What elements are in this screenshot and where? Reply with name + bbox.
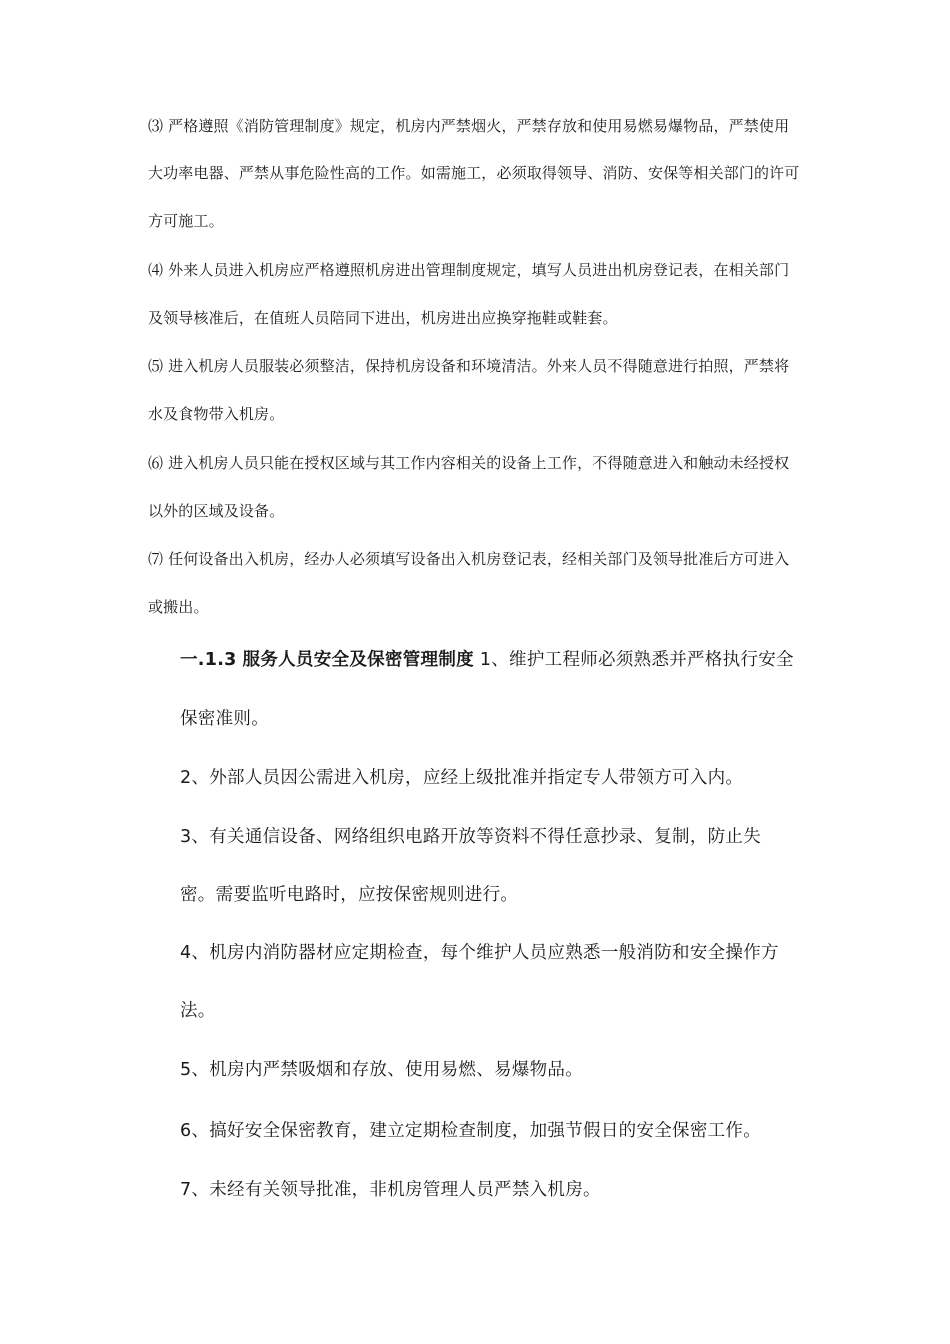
paragraph-line: ⑺ 任何设备出入机房，经办人必须填写设备出入机房登记表，经相关部门及领导批准后方可进入 <box>148 550 790 568</box>
paragraph-line: 6、搞好安全保密教育，建立定期检查制度，加强节假日的安全保密工作。 <box>180 1121 762 1141</box>
section-title: 服务人员安全及保密管理制度 <box>242 650 474 670</box>
paragraph-line: 或搬出。 <box>148 598 209 616</box>
paragraph-line: 及领导核准后，在值班人员陪同下进出，机房进出应换穿拖鞋或鞋套。 <box>148 309 618 327</box>
paragraph-line: 4、机房内消防器材应定期检查，每个维护人员应熟悉一般消防和安全操作方 <box>180 943 779 963</box>
paragraph-line: 7、未经有关领导批准，非机房管理人员严禁入机房。 <box>180 1180 601 1200</box>
paragraph-line: 大功率电器、严禁从事危险性高的工作。如需施工，必须取得领导、消防、安保等相关部门的许可 <box>148 164 800 182</box>
section-number: 一.1.3 <box>180 650 237 670</box>
heading-line <box>180 647 794 673</box>
paragraph-line: 密。需要监听电路时，应按保密规则进行。 <box>180 885 519 905</box>
paragraph-line: 方可施工。 <box>148 212 224 230</box>
paragraph-line: ⑹ 进入机房人员只能在授权区域与其工作内容相关的设备上工作，不得随意进入和触动未经授权 <box>148 454 790 472</box>
paragraph-line: 2、外部人员因公需进入机房，应经上级批准并指定专人带领方可入内。 <box>180 768 744 788</box>
paragraph-line: 水及食物带入机房。 <box>148 405 285 423</box>
paragraph-line: 5、机房内严禁吸烟和存放、使用易燃、易爆物品。 <box>180 1060 584 1080</box>
paragraph-line: ⑸ 进入机房人员服装必须整洁，保持机房设备和环境清洁。外来人员不得随意进行拍照，严禁将 <box>148 357 790 375</box>
paragraph-line: ⑶ 严格遵照《消防管理制度》规定，机房内严禁烟火，严禁存放和使用易燃易爆物品，严禁使用 <box>148 117 790 135</box>
list-item-1-continuation: 保密准则。 <box>180 709 269 729</box>
paragraph-line: 以外的区域及设备。 <box>148 502 285 520</box>
paragraph-line: 法。 <box>180 1001 216 1021</box>
list-item-1-start: 1、维护工程师必须熟悉并严格执行安全 <box>479 650 794 670</box>
paragraph-line: 3、有关通信设备、网络组织电路开放等资料不得任意抄录、复制，防止失 <box>180 827 762 847</box>
paragraph-line: ⑷ 外来人员进入机房应严格遵照机房进出管理制度规定，填写人员进出机房登记表，在相关部门 <box>148 261 790 279</box>
